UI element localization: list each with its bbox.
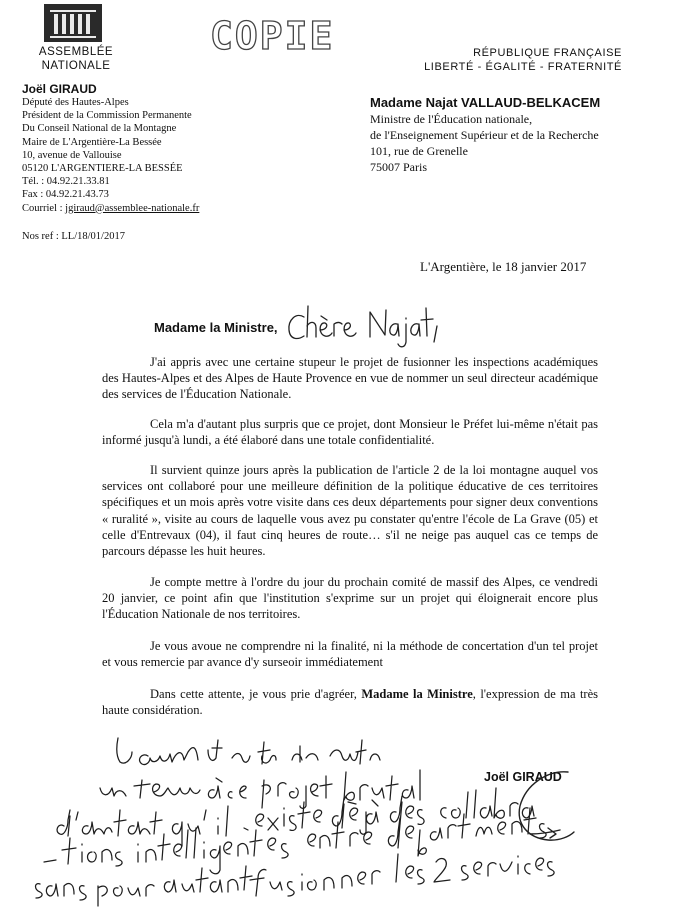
reference: Nos ref : LL/18/01/2017 [22, 231, 125, 242]
sender-email-line [22, 202, 199, 215]
republic-motto: LIBERTÉ - ÉGALITÉ - FRATERNITÉ [424, 61, 622, 73]
sender-line: Du Conseil National de la Montagne [22, 123, 177, 135]
recipient-line: Ministre de l'Éducation nationale, [370, 112, 533, 126]
sender-line: Président de la Commission Permanente [22, 110, 192, 122]
sender-line: Fax : 04.92.21.43.73 [22, 189, 109, 201]
paragraph-4 [102, 574, 598, 623]
letter-date: L'Argentière, le 18 janvier 2017 [420, 259, 587, 274]
salutation: Madame la Ministre, [154, 320, 278, 335]
closing-before: Dans cette attente, je vous prie d'agréer, [150, 687, 362, 701]
paragraph-3 [102, 462, 598, 559]
republic-line-1: RÉPUBLIQUE FRANÇAISE [473, 47, 622, 59]
paragraph-4-text: Je compte mettre à l'ordre du jour du prochain comité de massif des Alpes, ce vendredi 20 janvier, ce point afin que l'institution s'exprime sur un projet qui éloignerait encore plus l'Éducation Nationale de nos territoires. [102, 575, 598, 622]
assemblee-emblem-icon [44, 4, 102, 42]
sender-block [22, 82, 199, 215]
paragraph-5-text: Je vous avoue ne comprendre ni la finalité, ni la méthode de concertation d'un tel projet et vous remercie par avance d'y surseoir immédiatement [102, 639, 598, 670]
sender-name: Joël GIRAUD [22, 82, 97, 96]
sender-email-link[interactable]: jgiraud@assemblee-nationale.fr [65, 202, 200, 214]
assemblee-nationale-logo [30, 4, 118, 80]
closing-bold: Madame la Ministre [361, 687, 473, 701]
paragraph-5 [102, 638, 598, 670]
paragraph-1-text: J'ai appris avec une certaine stupeur le projet de fusionner les inspections académiques des Hautes-Alpes et des Alpes de Haute Provence en vue de nommer un seul directeur académique des services de l'Éducation Nationale. [102, 355, 598, 402]
recipient-name: Madame Najat VALLAUD-BELKACEM [370, 95, 601, 110]
recipient-line: 101, rue de Grenelle [370, 144, 468, 158]
sender-line: Député des Hautes-Alpes [22, 97, 129, 108]
closing-paragraph [102, 686, 598, 718]
sender-line: 05120 L'ARGENTIERE-LA BESSÉE [22, 163, 183, 175]
paragraph-3-text: Il survient quinze jours après la publication de l'article 2 de la loi montagne auquel vos services ont collaboré pour une meilleure définition de la politique éducative de ces territoires spécifiques et un mois après votre visite dans ces deux départements pour signer deux conventions « ruralité », visite au cours de laquelle vous avez pu constater qu'entre l'école de La Grave (05) et celle d'Entrevaux (04), il faut cinq heures de route… s'il ne neige pas auquel cas ce temps de parcours dépasse les huit heures. [102, 463, 598, 559]
republic-header [424, 46, 622, 74]
recipient-line: 75007 Paris [370, 160, 427, 174]
logo-line-1: ASSEMBLÉE [38, 46, 114, 58]
copie-stamp: COPIE [210, 14, 335, 58]
sender-email-label: Courriel : [22, 202, 66, 214]
sender-line: Tél. : 04.92.21.33.81 [22, 176, 110, 188]
logo-line-2: NATIONALE [41, 60, 111, 72]
recipient-line: de l'Enseignement Supérieur et de la Recherche [370, 128, 599, 142]
sender-line: 10, avenue de Vallouise [22, 149, 122, 161]
paragraph-2 [102, 416, 598, 448]
paragraph-1 [102, 354, 598, 403]
recipient-block [370, 95, 600, 175]
paragraph-2-text: Cela m'a d'autant plus surpris que ce projet, dont Monsieur le Préfet lui-même n'était pas informé jusqu'à lundi, a été élaboré dans une totale confidentialité. [102, 417, 598, 448]
sender-line: Maire de L'Argentière-La Bessée [22, 136, 162, 148]
closing-after: , l'expression de ma très haute considération. [102, 687, 598, 718]
signature-name: Joël GIRAUD [484, 770, 562, 784]
